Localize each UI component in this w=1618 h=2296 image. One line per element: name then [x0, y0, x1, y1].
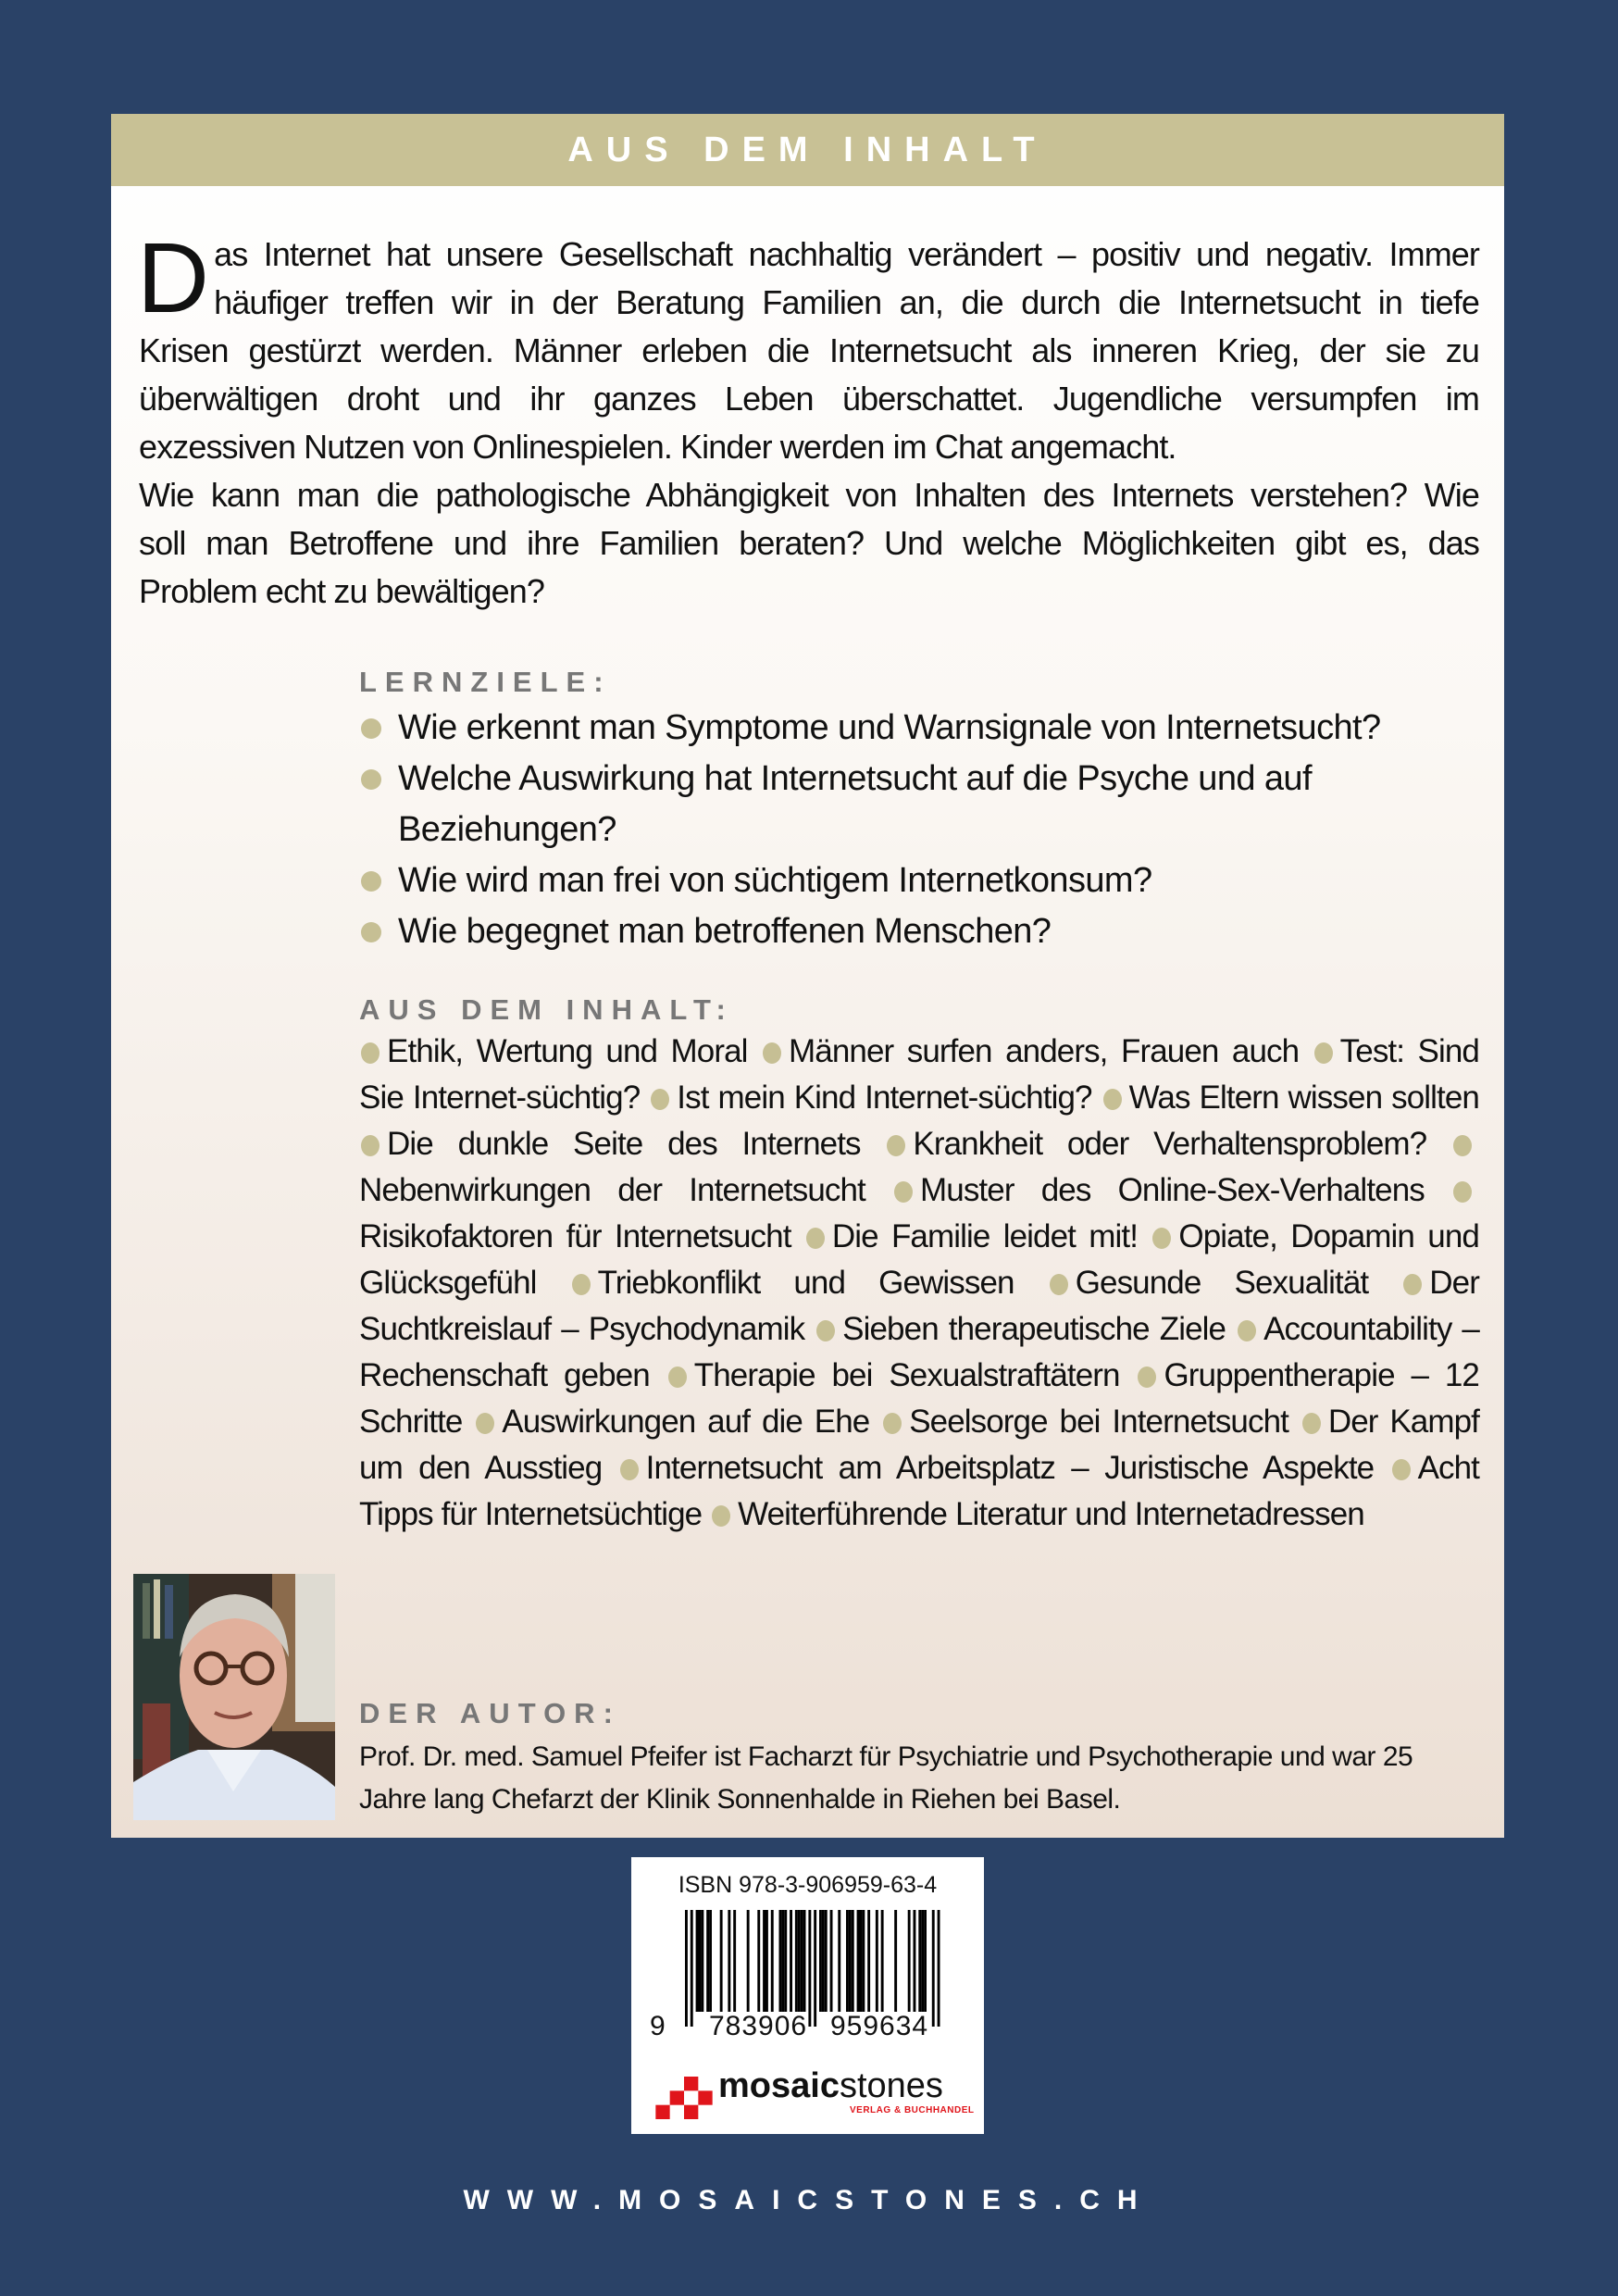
- inhalt-item: [649, 1079, 1101, 1116]
- barcode-bar: [701, 1910, 703, 2012]
- barcode-bar: [709, 1910, 712, 2012]
- barcode-bar: [830, 1910, 833, 2012]
- barcode-bar: [728, 1910, 730, 2012]
- intro-line: häufiger treffen wir in der Beratung Familien an, die durch die Internetsucht in tiefe: [214, 283, 1479, 321]
- autor-heading: DER AUTOR:: [359, 1697, 621, 1729]
- author-photo: [133, 1574, 335, 1820]
- barcode-bar: [763, 1910, 765, 2012]
- inhalt-text: Gesunde Sexualität: [1075, 1265, 1369, 1301]
- lernziel-text: Wie wird man frei von süchtigem Internetkonsum?: [398, 861, 1152, 900]
- inhalt-text: Muster des Online-Sex-Verhaltens: [920, 1172, 1425, 1208]
- barcode-bar: [720, 1910, 723, 2012]
- inhalt-text: Sieben therapeutische Ziele: [842, 1311, 1226, 1347]
- barcode-bar: [685, 1910, 688, 2027]
- inhalt-item: [1048, 1265, 1402, 1301]
- barcode-bar: [784, 1910, 787, 2012]
- inhalt-item: [804, 1218, 1151, 1254]
- barcode-bar: [857, 1910, 860, 2012]
- isbn-barcode-box: [631, 1857, 984, 2134]
- bullet-icon: [1050, 1274, 1068, 1295]
- barcode-bar: [932, 1910, 935, 2027]
- barcode-bar: [779, 1910, 782, 2012]
- inhalt-text: Gruppentherapie – 12 Schritte: [359, 1357, 1479, 1440]
- bullet-icon: [572, 1274, 591, 1295]
- lernziel-text: Welche Auswirkung hat Internetsucht auf die Psyche und auf Beziehungen?: [398, 759, 1312, 849]
- bullet-icon: [1314, 1042, 1333, 1064]
- barcode-bar: [938, 1910, 940, 2027]
- inhalt-text: Weiterführende Literatur und Internetadressen: [738, 1496, 1364, 1532]
- bullet-icon: [361, 1042, 380, 1064]
- inhalt-item: [618, 1450, 1390, 1486]
- inhalt-item: [359, 1126, 885, 1162]
- inhalt-text: Männer surfen anders, Frauen auch: [789, 1033, 1300, 1069]
- intro-line: soll man Betroffene und ihre Familien beraten? Und welche Möglichkeiten gibt es, das: [139, 524, 1479, 562]
- barcode-bar: [757, 1910, 760, 2012]
- barcode-bar: [803, 1910, 806, 2012]
- bullet-icon: [894, 1181, 913, 1203]
- barcode-bar: [696, 1910, 699, 2012]
- lernziel-item: [359, 855, 1479, 906]
- barcode-bar: [706, 1910, 709, 2012]
- barcode-bar: [795, 1910, 798, 2012]
- bullet-icon: [361, 769, 381, 790]
- inhalt-text: Acht Tipps für Internetsüchtige: [359, 1450, 1479, 1532]
- barcode-bar: [747, 1910, 750, 2012]
- barcode-bar: [862, 1910, 865, 2012]
- inhalt-item: [885, 1126, 1451, 1162]
- inhalt-text: Accountability – Rechenschaft geben: [359, 1311, 1479, 1393]
- bullet-icon: [1453, 1181, 1472, 1203]
- barcode-bar: [918, 1910, 921, 2012]
- barcode-bar: [867, 1910, 870, 2012]
- bullet-icon: [361, 871, 381, 892]
- bullet-icon: [361, 922, 381, 942]
- bullet-icon: [883, 1413, 902, 1434]
- bullet-icon: [620, 1459, 639, 1480]
- inhalt-item: [881, 1404, 1301, 1440]
- bullet-icon: [651, 1089, 669, 1110]
- inhalt-text: Nebenwirkungen der Internetsucht: [359, 1172, 865, 1208]
- barcode-bar: [914, 1910, 916, 2012]
- barcode-bar: [921, 1910, 924, 2012]
- inhalt-text: Der Suchtkreislauf – Psychodynamik: [359, 1265, 1479, 1347]
- autor-text: Prof. Dr. med. Samuel Pfeifer ist Facharzt für Psychiatrie und Psychotherapie und war 25 Jahre lang Chefarzt der Klinik Sonnenhalde in Riehen bei Basel.: [359, 1741, 1413, 1815]
- barcode-bar: [894, 1910, 897, 2012]
- bullet-icon: [1138, 1366, 1156, 1388]
- publisher-tagline: VERLAG & BUCHHANDEL: [850, 2105, 975, 2115]
- bullet-icon: [1392, 1459, 1411, 1480]
- inhalt-text: Die dunkle Seite des Internets: [387, 1126, 861, 1162]
- inhalt-item: [570, 1265, 1048, 1301]
- drop-cap: D: [137, 221, 209, 333]
- barcode-bar: [790, 1910, 792, 2012]
- barcode-bar: [771, 1910, 774, 2012]
- bullet-icon: [1403, 1274, 1422, 1295]
- lernziel-text: Wie begegnet man betroffenen Menschen?: [398, 912, 1052, 951]
- barcode-bar: [765, 1910, 768, 2012]
- bullet-icon: [763, 1042, 781, 1064]
- intro-line: überwältigen droht und ihr ganzes Leben überschattet. Jugendliche versumpfen im: [139, 380, 1479, 418]
- mosaicstones-logo-icon: [655, 2077, 713, 2119]
- barcode-bar: [822, 1910, 825, 2012]
- barcode-bar: [691, 1910, 693, 2027]
- inhalt-text: Therapie bei Sexualstraftätern: [693, 1357, 1120, 1393]
- inhalt-item: [474, 1404, 881, 1440]
- bullet-icon: [1238, 1320, 1256, 1341]
- intro-line: Wie kann man die pathologische Abhängigkeit von Inhalten des Internets verstehen? Wie: [139, 476, 1479, 514]
- inhalt-item: [359, 1033, 761, 1069]
- lernziele-heading: LERNZIELE:: [359, 666, 612, 698]
- barcode-bar: [801, 1910, 803, 2012]
- inhalt-item: [761, 1033, 1313, 1069]
- back-cover-panel: [111, 114, 1504, 1838]
- intro-line: exzessiven Nutzen von Onlinespielen. Kinder werden im Chat angemacht.: [139, 428, 1176, 466]
- bullet-icon: [712, 1505, 730, 1527]
- inhalt-section: [359, 993, 1479, 1538]
- barcode-bar: [860, 1910, 863, 2012]
- inhalt-text: Test: Sind Sie Internet-süchtig?: [359, 1033, 1479, 1116]
- inhalt-item: [710, 1496, 1364, 1532]
- barcode-left-digits: 783906: [709, 2011, 808, 2041]
- barcode-bar: [924, 1910, 927, 2012]
- inhalt-text: Internetsucht am Arbeitsplatz – Juristische Aspekte: [645, 1450, 1375, 1486]
- bullet-icon: [1103, 1089, 1122, 1110]
- lernziel-item: [359, 703, 1479, 754]
- inhalt-text: Was Eltern wissen sollten: [1128, 1079, 1479, 1116]
- publisher-url[interactable]: WWW.MOSAICSTONES.CH: [463, 2185, 1155, 2215]
- inhalt-text: Auswirkungen auf die Ehe: [502, 1404, 870, 1440]
- barcode-bar: [838, 1910, 840, 2012]
- barcode-bar: [781, 1910, 784, 2012]
- barcode-bar: [881, 1910, 884, 2012]
- inhalt-text: Krankheit oder Verhaltensproblem?: [913, 1126, 1427, 1162]
- inhalt-item: [892, 1172, 1451, 1208]
- inhalt-text: Seelsorge bei Internetsucht: [909, 1404, 1288, 1440]
- intro-line: as Internet hat unsere Gesellschaft nachhaltig verändert – positiv und negativ. Immer: [214, 235, 1479, 273]
- intro-line: Krisen gestürzt werden. Männer erleben die Internetsucht als inneren Krieg, der sie zu: [139, 331, 1479, 369]
- lernziele-section: [359, 666, 1479, 957]
- bullet-icon: [476, 1413, 494, 1434]
- barcode-bar: [733, 1910, 736, 2012]
- barcode-first-digit: 9: [650, 2011, 666, 2041]
- bullet-icon: [1152, 1228, 1171, 1249]
- lernziel-item: [359, 754, 1479, 855]
- barcode-bar: [699, 1910, 702, 2012]
- publisher-logo-text: mosaicstones: [718, 2066, 943, 2105]
- inhalt-item: [1101, 1079, 1479, 1116]
- intro-text: [137, 221, 1479, 616]
- header-title: AUS DEM INHALT: [567, 130, 1048, 169]
- barcode-bar: [876, 1910, 878, 2012]
- bullet-icon: [887, 1135, 905, 1156]
- barcode-bar: [852, 1910, 854, 2012]
- barcode-bar: [846, 1910, 849, 2012]
- inhalt-text: Ethik, Wertung und Moral: [387, 1033, 748, 1069]
- bullet-icon: [361, 1135, 380, 1156]
- inhalt-text: Opiate, Dopamin und Glücksgefühl: [359, 1218, 1479, 1301]
- barcode-bar: [849, 1910, 852, 2012]
- barcode-bar: [819, 1910, 822, 2012]
- inhalt-text: Triebkonflikt und Gewissen: [597, 1265, 1014, 1301]
- intro-line: Problem echt zu bewältigen?: [139, 572, 544, 610]
- inhalt-item: [815, 1311, 1236, 1347]
- bullet-icon: [1453, 1135, 1472, 1156]
- barcode-bar: [908, 1910, 911, 2012]
- barcode-bar: [808, 1910, 811, 2027]
- inhalt-text: Risikofaktoren für Internetsucht: [359, 1218, 791, 1254]
- barcode-bar: [798, 1910, 801, 2012]
- inhalt-text: Ist mein Kind Internet-süchtig?: [677, 1079, 1092, 1116]
- bullet-icon: [361, 718, 381, 739]
- inhalt-text: Der Kampf um den Ausstieg: [359, 1404, 1480, 1486]
- lernziel-item: [359, 906, 1479, 957]
- barcode-right-digits: 959634: [830, 2011, 929, 2041]
- isbn-label: ISBN 978-3-906959-63-4: [678, 1872, 938, 1898]
- lernziel-text: Wie erkennt man Symptome und Warnsignale von Internetsucht?: [398, 708, 1381, 747]
- header-bar: [111, 114, 1504, 186]
- barcode-bar: [814, 1910, 816, 2027]
- bullet-icon: [816, 1320, 835, 1341]
- bullet-icon: [668, 1366, 687, 1388]
- inhalt-heading: AUS DEM INHALT:: [359, 993, 734, 1026]
- inhalt-text: Die Familie leidet mit!: [831, 1218, 1139, 1254]
- bullet-icon: [1302, 1413, 1321, 1434]
- autor-section: [359, 1697, 1479, 1821]
- barcode-bar: [825, 1910, 828, 2012]
- bullet-icon: [806, 1228, 825, 1249]
- inhalt-item: [666, 1357, 1137, 1393]
